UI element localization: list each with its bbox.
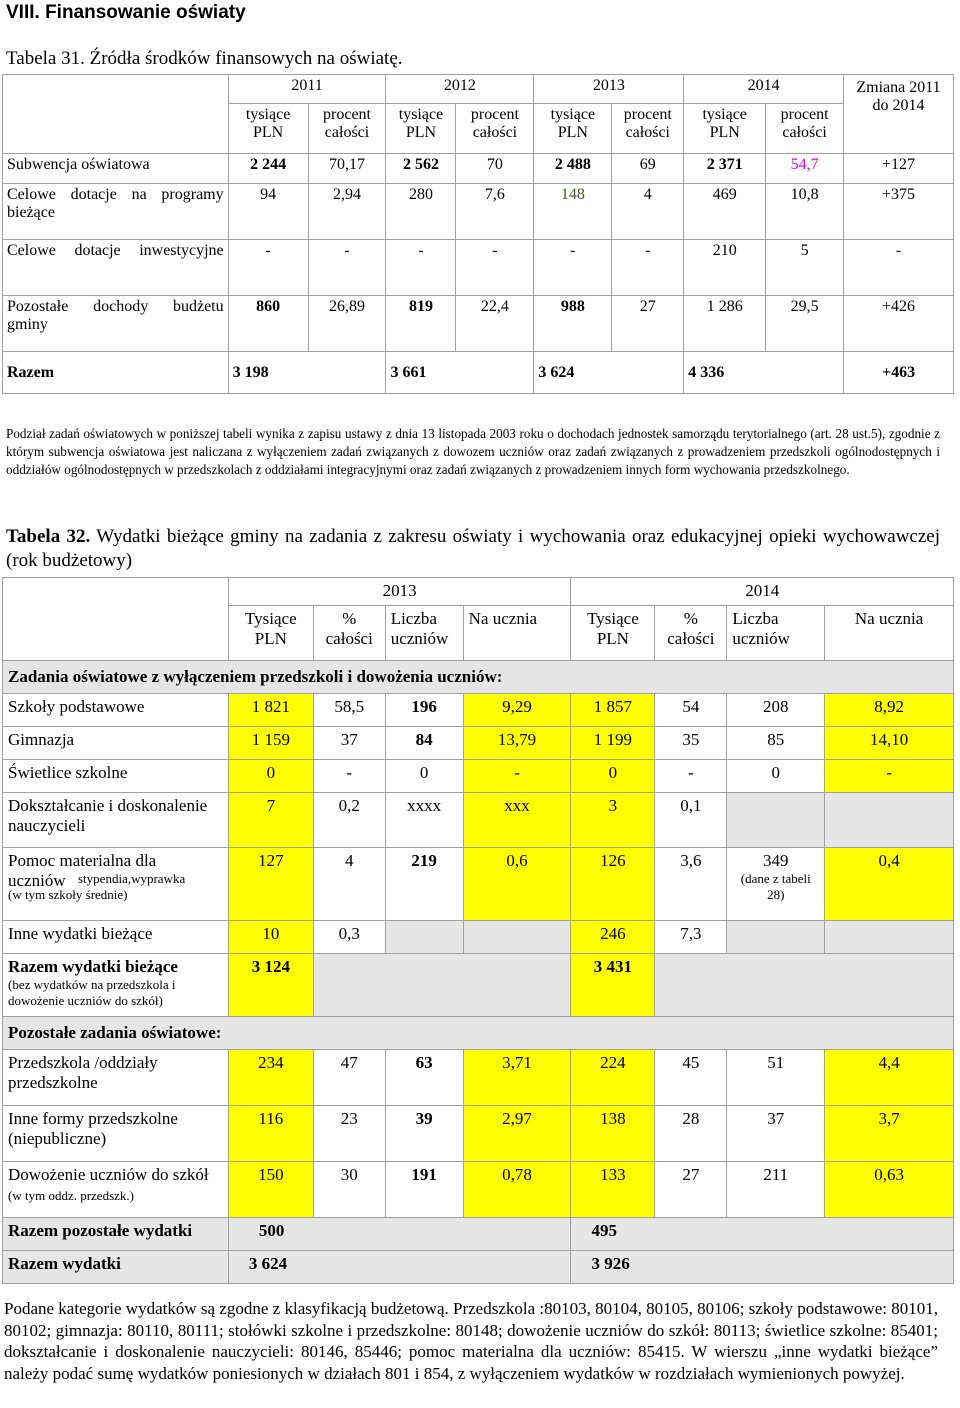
cell: 219 bbox=[385, 848, 463, 921]
cell bbox=[727, 848, 825, 921]
cell: 30 bbox=[313, 1162, 385, 1218]
table32-year: 2014 bbox=[571, 578, 954, 606]
row-label: Gimnazja bbox=[3, 727, 229, 760]
table32-header: Na ucznia bbox=[825, 606, 954, 661]
dowozenie-label: Dowożenie uczniów do szkół bbox=[8, 1165, 209, 1184]
pomoc-label-small: stypendia,wyprawka bbox=[78, 871, 186, 886]
cell: 2,97 bbox=[463, 1106, 571, 1162]
table32-row bbox=[3, 921, 954, 954]
cell: - bbox=[456, 240, 534, 296]
cell: 127 bbox=[228, 848, 313, 921]
cell bbox=[385, 921, 463, 954]
cell: 860 bbox=[228, 296, 308, 352]
cell: 54,7 bbox=[766, 154, 844, 184]
row-label: Świetlice szkolne bbox=[3, 760, 229, 793]
table32-row bbox=[3, 1162, 954, 1218]
table31-subheader: procent całości bbox=[766, 104, 844, 154]
cell: 35 bbox=[655, 727, 727, 760]
cell: 3,6 bbox=[655, 848, 727, 921]
table31-subheader: tysiące PLN bbox=[228, 104, 308, 154]
table32-year: 2013 bbox=[228, 578, 571, 606]
cell: 148 bbox=[534, 184, 612, 240]
row-label: Razem wydatki bbox=[3, 1251, 229, 1284]
cell: 4 336 bbox=[684, 352, 844, 394]
cell: 2 371 bbox=[684, 154, 766, 184]
table31-subheader: procent całości bbox=[612, 104, 684, 154]
cell: 3 624 bbox=[228, 1251, 571, 1284]
cell: 22,4 bbox=[456, 296, 534, 352]
table32-header: Na ucznia bbox=[463, 606, 571, 661]
cell: 4 bbox=[313, 848, 385, 921]
cell: - bbox=[386, 240, 456, 296]
cell: 5 bbox=[766, 240, 844, 296]
section-title: VIII. Finansowanie oświaty bbox=[6, 2, 246, 23]
cell: 191 bbox=[385, 1162, 463, 1218]
cell: 14,10 bbox=[825, 727, 954, 760]
pomoc-label-small2: (w tym szkoły średnie) bbox=[8, 887, 128, 902]
cell: 4 bbox=[612, 184, 684, 240]
table31-subheader: tysiące PLN bbox=[534, 104, 612, 154]
cell: 27 bbox=[655, 1162, 727, 1218]
table31-row bbox=[3, 154, 954, 184]
cell: 3 bbox=[571, 793, 655, 848]
table31-total-row bbox=[3, 352, 954, 394]
cell: 224 bbox=[571, 1050, 655, 1106]
table32-row bbox=[3, 760, 954, 793]
table32-header: Liczba uczniów bbox=[727, 606, 825, 661]
row-label bbox=[3, 1162, 229, 1218]
row-label: Dokształcanie i doskonalenie nauczycieli bbox=[3, 793, 229, 848]
cell: 10 bbox=[228, 921, 313, 954]
cell: 126 bbox=[571, 848, 655, 921]
table31-caption-num: Tabela 31. bbox=[6, 48, 85, 69]
cell: 0,6 bbox=[463, 848, 571, 921]
cell: 84 bbox=[385, 727, 463, 760]
table32-caption-num: Tabela 32. bbox=[6, 526, 91, 547]
table32-section-header: Zadania oświatowe z wyłączeniem przedszkoli i dowożenia uczniów: bbox=[3, 661, 954, 694]
row-label bbox=[3, 848, 229, 921]
cell: 2,94 bbox=[308, 184, 386, 240]
row-label: Celowe dotacje inwestycyjne bbox=[3, 240, 229, 296]
table32-row bbox=[3, 848, 954, 921]
table32-corner bbox=[3, 578, 229, 661]
cell: 29,5 bbox=[766, 296, 844, 352]
cell: 45 bbox=[655, 1050, 727, 1106]
cell: - bbox=[844, 240, 954, 296]
cell: 133 bbox=[571, 1162, 655, 1218]
cell: 116 bbox=[228, 1106, 313, 1162]
cell: 39 bbox=[385, 1106, 463, 1162]
cell bbox=[727, 921, 825, 954]
cell: 1 821 bbox=[228, 694, 313, 727]
cell: 280 bbox=[386, 184, 456, 240]
cell: 85 bbox=[727, 727, 825, 760]
cell: 70 bbox=[456, 154, 534, 184]
cell: 1 199 bbox=[571, 727, 655, 760]
cell: 3 431 bbox=[571, 954, 655, 1017]
razem-biez-label: Razem wydatki bieżące bbox=[8, 957, 178, 976]
note-paragraph: Podział zadań oświatowych w poniższej tabeli wynika z zapisu ustawy z dnia 13 listopada 2003 roku o dochodach jednostek samorządu terytorialnego (art. 28 ust.5), zgodnie z którym subwencja oświatowa jest naliczana z wyłączeniem zadań związanych z dowozem uczniów oraz zadań związanych z prowadzeniem przedszkoli ogólnodostępnych i oddziałów ogólnodostępnych w przedszkolach z oddziałami integracyjnymi oraz zadań związanych z prowadzeniem innych form wychowania przedszkolnego. bbox=[6, 426, 940, 477]
dowozenie-small: (w tym oddz. przedszk.) bbox=[8, 1188, 134, 1203]
cell: 0 bbox=[571, 760, 655, 793]
table32-row bbox=[3, 793, 954, 848]
table32-subtotal-row bbox=[3, 954, 954, 1017]
row-label: Szkoły podstawowe bbox=[3, 694, 229, 727]
cell: 0,63 bbox=[825, 1162, 954, 1218]
table31-row bbox=[3, 296, 954, 352]
cell: 9,29 bbox=[463, 694, 571, 727]
cell: 58,5 bbox=[313, 694, 385, 727]
table32-caption-text: Wydatki bieżące gminy na zadania z zakresu oświaty i wychowania oraz edukacyjnej opieki wychowawczej (rok budżetowy) bbox=[6, 526, 940, 571]
cell: 3 661 bbox=[386, 352, 534, 394]
row-label: Przedszkola /oddziały przedszkolne bbox=[3, 1050, 229, 1106]
table31-year: 2012 bbox=[386, 75, 534, 104]
cell: 94 bbox=[228, 184, 308, 240]
table31-year: 2011 bbox=[228, 75, 386, 104]
table31-subheader: procent całości bbox=[456, 104, 534, 154]
cell: 210 bbox=[684, 240, 766, 296]
cell: 23 bbox=[313, 1106, 385, 1162]
cell: 0 bbox=[228, 760, 313, 793]
cell: 3,7 bbox=[825, 1106, 954, 1162]
table31-row bbox=[3, 184, 954, 240]
cell: 3,71 bbox=[463, 1050, 571, 1106]
cell bbox=[825, 793, 954, 848]
table32-caption bbox=[6, 525, 940, 573]
cell: - bbox=[313, 760, 385, 793]
table32-header: % całości bbox=[655, 606, 727, 661]
footer-paragraph: Podane kategorie wydatków są zgodne z klasyfikacją budżetową. Przedszkola :80103, 80104, 80105, 80106; szkoły podstawowe: 80101, 80102; gimnazja: 80110, 80111; stołówki szkolne i przedszkolne: 80148; dowożenie uczniów do szkół: 80113; świetlice szkolne: 85401; dokształcanie i doskonalenie nauczycieli: 80146, 85446; pomoc materialna dla uczniów: 85415. W wierszu „inne wydatki bieżące” należy podać sumę wydatków poniesionych w działach 801 i 854, z wyłączeniem wydatków w rozdziałach wymienionych powyżej. bbox=[4, 1299, 938, 1383]
pomoc-note: (dane z tabeli 28) bbox=[740, 871, 811, 902]
cell: 211 bbox=[727, 1162, 825, 1218]
cell: 208 bbox=[727, 694, 825, 727]
row-label bbox=[3, 954, 229, 1017]
table32-row bbox=[3, 727, 954, 760]
cell: 1 857 bbox=[571, 694, 655, 727]
cell: 1 286 bbox=[684, 296, 766, 352]
cell: 63 bbox=[385, 1050, 463, 1106]
table31-year: 2014 bbox=[684, 75, 844, 104]
cell: 7 bbox=[228, 793, 313, 848]
cell: 51 bbox=[727, 1050, 825, 1106]
cell: 0 bbox=[385, 760, 463, 793]
table31-year: 2013 bbox=[534, 75, 684, 104]
cell: 70,17 bbox=[308, 154, 386, 184]
cell bbox=[463, 921, 571, 954]
cell: - bbox=[534, 240, 612, 296]
cell: 0 bbox=[727, 760, 825, 793]
table31-caption bbox=[6, 48, 403, 70]
cell: - bbox=[308, 240, 386, 296]
cell: 10,8 bbox=[766, 184, 844, 240]
table32-subtotal-row bbox=[3, 1218, 954, 1251]
cell: 469 bbox=[684, 184, 766, 240]
cell: +426 bbox=[844, 296, 954, 352]
razem-biez-small: (bez wydatków na przedszkola i dowożenie uczniów do szkół) bbox=[8, 977, 176, 1008]
cell: 13,79 bbox=[463, 727, 571, 760]
table32-header: Tysiące PLN bbox=[571, 606, 655, 661]
cell: 819 bbox=[386, 296, 456, 352]
cell: 27 bbox=[612, 296, 684, 352]
cell: 7,3 bbox=[655, 921, 727, 954]
cell: 495 bbox=[571, 1218, 954, 1251]
cell: 0,78 bbox=[463, 1162, 571, 1218]
cell: - bbox=[825, 760, 954, 793]
cell: 0,4 bbox=[825, 848, 954, 921]
cell: 4,4 bbox=[825, 1050, 954, 1106]
row-label: Razem pozostałe wydatki bbox=[3, 1218, 229, 1251]
table31-subheader: tysiące PLN bbox=[684, 104, 766, 154]
table31-subheader: procent całości bbox=[308, 104, 386, 154]
table31-corner bbox=[3, 75, 229, 154]
cell: 7,6 bbox=[456, 184, 534, 240]
cell: 69 bbox=[612, 154, 684, 184]
cell: 138 bbox=[571, 1106, 655, 1162]
table32-header: % całości bbox=[313, 606, 385, 661]
cell bbox=[727, 793, 825, 848]
cell: 1 159 bbox=[228, 727, 313, 760]
table32-row bbox=[3, 1050, 954, 1106]
cell: - bbox=[228, 240, 308, 296]
table32-section-header: Pozostałe zadania oświatowe: bbox=[3, 1017, 954, 1050]
table32-header: Liczba uczniów bbox=[385, 606, 463, 661]
row-label: Celowe dotacje na programy bieżące bbox=[3, 184, 229, 240]
cell: - bbox=[463, 760, 571, 793]
table32-row bbox=[3, 694, 954, 727]
cell: 0,3 bbox=[313, 921, 385, 954]
cell: 234 bbox=[228, 1050, 313, 1106]
cell: 3 624 bbox=[534, 352, 684, 394]
cell: 3 926 bbox=[571, 1251, 954, 1284]
table31 bbox=[2, 74, 954, 394]
cell: 196 bbox=[385, 694, 463, 727]
cell: - bbox=[612, 240, 684, 296]
cell bbox=[825, 921, 954, 954]
cell: 500 bbox=[228, 1218, 571, 1251]
cell: 47 bbox=[313, 1050, 385, 1106]
cell: 37 bbox=[727, 1106, 825, 1162]
table32-header: Tysiące PLN bbox=[228, 606, 313, 661]
cell: 3 124 bbox=[228, 954, 313, 1017]
cell bbox=[655, 954, 954, 1017]
cell: 8,92 bbox=[825, 694, 954, 727]
table31-caption-text: Źródła środków finansowych na oświatę. bbox=[89, 48, 403, 69]
cell: 28 bbox=[655, 1106, 727, 1162]
cell: 150 bbox=[228, 1162, 313, 1218]
cell: 54 bbox=[655, 694, 727, 727]
cell: 3 198 bbox=[228, 352, 386, 394]
pomoc-label: Pomoc materialna dla uczniów bbox=[8, 851, 157, 890]
cell: xxx bbox=[463, 793, 571, 848]
cell: 988 bbox=[534, 296, 612, 352]
row-label: Pozostałe dochody budżetu gminy bbox=[3, 296, 229, 352]
cell: +375 bbox=[844, 184, 954, 240]
row-label: Subwencja oświatowa bbox=[3, 154, 229, 184]
pomoc-students: 349 bbox=[763, 851, 789, 870]
table31-row bbox=[3, 240, 954, 296]
table31-subheader: tysiące PLN bbox=[386, 104, 456, 154]
table32-total-row bbox=[3, 1251, 954, 1284]
cell: 26,89 bbox=[308, 296, 386, 352]
cell: +463 bbox=[844, 352, 954, 394]
row-label: Inne formy przedszkolne (niepubliczne) bbox=[3, 1106, 229, 1162]
cell: 37 bbox=[313, 727, 385, 760]
cell: 2 244 bbox=[228, 154, 308, 184]
row-label: Inne wydatki bieżące bbox=[3, 921, 229, 954]
cell: 2 488 bbox=[534, 154, 612, 184]
table32 bbox=[2, 577, 954, 1284]
cell: xxxx bbox=[385, 793, 463, 848]
cell: +127 bbox=[844, 154, 954, 184]
cell bbox=[313, 954, 571, 1017]
row-label: Razem bbox=[3, 352, 229, 394]
cell: 0,1 bbox=[655, 793, 727, 848]
cell: - bbox=[655, 760, 727, 793]
table31-change-header: Zmiana 2011 do 2014 bbox=[844, 75, 954, 154]
cell: 246 bbox=[571, 921, 655, 954]
table32-row bbox=[3, 1106, 954, 1162]
cell: 2 562 bbox=[386, 154, 456, 184]
cell: 0,2 bbox=[313, 793, 385, 848]
